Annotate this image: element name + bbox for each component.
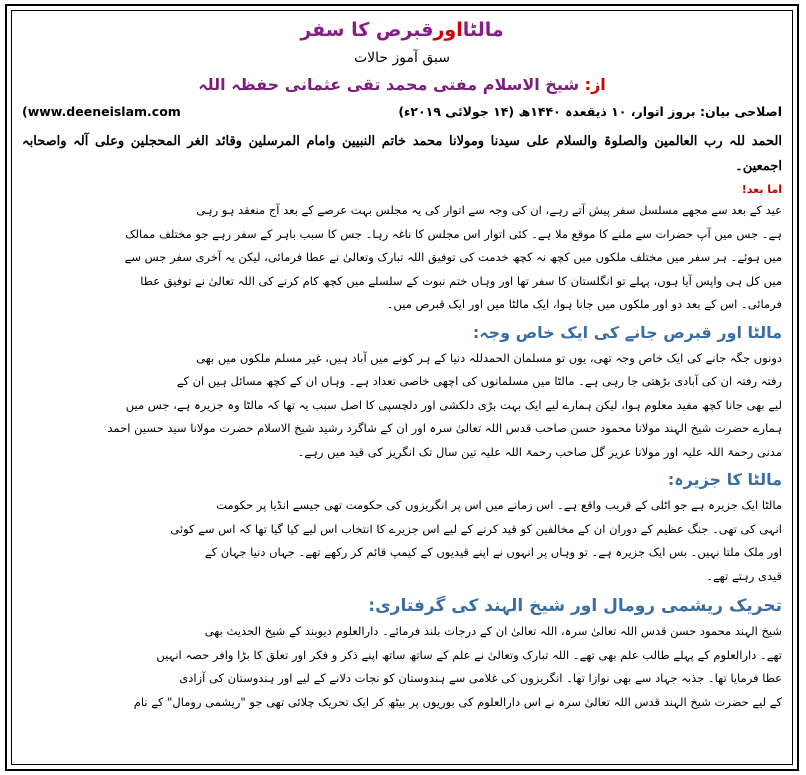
section-line: عطا فرمایا تھا۔ جذبہ جہاد سے بھی نوازا تھا۔ انگریزوں کی غلامی سے ہندوستان کو نجات دلانے کے لیے اور ہندوستان کی آزادی <box>179 671 782 685</box>
section-line: تھے۔ دارالعلوم کے پہلے طالب علم بھی تھے۔ اللہ تبارک وتعالیٰ نے علم کے ساتھ ساتھ اپنے ذکر و فکر اور تعلق کا بڑا وافر حصہ انہیں <box>156 647 782 662</box>
section-heading-special-reason: مالٹا اور قبرص جانے کی ایک خاص وجہ: <box>472 322 782 342</box>
title-part-cyprus: قبرص کا سفر <box>300 19 434 41</box>
section-line: ہمارے حضرت شیخ الہند مولانا محمود حسن صاحب قدس اللہ تعالیٰ سرہ اور ان کے شاگرد رشید شیخ الاسلام حضرت مولانا سید حسین احمد <box>107 421 782 435</box>
section-line: رفتہ رفتہ ان کی آبادی بڑھتی جا رہی ہے۔ مالٹا میں مسلمانوں کی اچھی خاصی تعداد ہے۔ وہاں ان کے کچھ مسائل ہیں ان کے <box>176 374 782 388</box>
section-line: انہی کی تھی۔ جنگ عظیم کے دوران ان کے مخالفین کو قید کرنے کے لیے اس جزیرے کا انتخاب اس لیے کیا گیا تھا کہ اس سے کوئی <box>170 521 782 536</box>
page-title <box>12 17 792 43</box>
page-content <box>11 10 793 765</box>
meta-line <box>22 101 782 123</box>
intro-line: ہے۔ جس میں آپ حضرات سے ملنے کا موقع ملا ہے۔ کئی اتوار اس مجلس کا ناغہ رہا۔ جس کا سبب باہر کے سفر رہے جو مختلف ممالک <box>125 226 782 241</box>
section-malta-island <box>12 494 792 588</box>
amma-baad: اما بعد! <box>741 183 782 196</box>
section-special-reason <box>12 347 792 465</box>
page-border <box>5 4 799 771</box>
section-line: شیخ الہند محمود حسن قدس اللہ تعالیٰ سرہ، اللہ تعالیٰ ان کے درجات بلند فرمائے۔ دارالعلوم دیوبند کے شیخ الحدیث بھی <box>204 624 782 638</box>
meta-info: اصلاحی بیان: بروز اتوار، ۱۰ ذیقعدہ ۱۴۴۰ھ (۱۴ جولائی ۲۰۱۹ء) <box>398 104 782 119</box>
section-line: مدنی رحمۃ اللہ علیہ اور مولانا عزیر گل صاحب رحمۃ اللہ علیہ تین سال تک انگریز کی قید میں رہے۔ <box>297 444 782 459</box>
section-heading-silk-letters: تحریک ریشمی رومال اور شیخ الہند کی گرفتاری: <box>368 596 782 616</box>
title-part-and: اور <box>433 19 463 41</box>
section-line: دونوں جگہ جانے کی ایک خاص وجہ تھی، یوں تو مسلمان الحمدللہ دنیا کے ہر کونے میں آباد ہیں، غیر مسلم ملکوں میں بھی <box>196 350 782 365</box>
title-part-malta: مالٹا <box>462 19 504 41</box>
author-name: شیخ الاسلام مفتی محمد تقی عثمانی حفظہ اللہ <box>198 75 580 94</box>
section-line: قیدی رہتے تھے۔ <box>706 568 782 583</box>
intro-line: عید کے بعد سے مجھے مسلسل سفر پیش آتے رہے، ان کی وجہ سے اتوار کی یہ مجلس بہت عرصے کے بعد آج منعقد ہو رہی <box>196 203 782 217</box>
section-line: مالٹا ایک جزیرہ ہے جو اٹلی کے قریب واقع ہے۔ اس زمانے میں اس پر انگریزوں کی حکومت تھی جیسے انڈیا پر حکومت <box>216 498 782 512</box>
intro-paragraph <box>12 199 792 317</box>
subtitle: سبق آموز حالات <box>354 50 450 66</box>
intro-line: فرمائی۔ اس کے بعد دو اور ملکوں میں جانا ہوا، ایک مالٹا میں اور ایک قبرص میں۔ <box>386 297 782 311</box>
website-url: (www.deeneislam.com <box>22 104 181 119</box>
intro-line: میں ہوئے۔ ہر سفر میں مختلف ملکوں میں کچھ نہ کچھ خدمت کی توفیق اللہ تبارک وتعالیٰ نے عطا فرمائی، لیکن یہ آخری سفر جس سے <box>124 250 782 264</box>
author-line <box>12 73 792 97</box>
section-line: کے لیے حضرت شیخ الہند قدس اللہ تعالیٰ سرہ نے اس دارالعلوم کی بوریوں پر بیٹھ کر ایک تحریک چلائی تھی جو "ریشمی رومال" کے نام <box>133 694 782 709</box>
section-line: لیے بھی جانا کچھ مفید معلوم ہوا، لیکن ہمارے لیے ایک بہت بڑی دلکشی اور دلچسپی کا اصل سبب یہ تھا کہ مالٹا وہ جزیرہ ہے، جس میں <box>125 397 782 412</box>
arabic-opening: الحمد للہ رب العالمین والصلوۃ والسلام علی سیدنا ومولانا محمد خاتم النبیین وامام المرسلین وقائد الغر المحجلین وعلی آلہ واصحابہ اجمعین۔ <box>22 134 782 174</box>
section-line: اور ملک ملتا نہیں۔ بس ایک جزیرہ ہے۔ تو وہاں پر انہوں نے اپنے قیدیوں کے کیمپ قائم کر رکھے تھے۔ جہاں دنیا جہان کے <box>204 545 782 559</box>
intro-line: میں کل ہی واپس آیا ہوں، پہلے تو انگلستان کا سفر تھا اور وہاں ختم نبوت کے سلسلے میں کچھ کام کرنے کی اللہ تعالیٰ نے توفیق عطا <box>140 273 782 288</box>
section-heading-malta-island: مالٹا کا جزیرہ: <box>667 470 782 489</box>
section-silk-letters <box>12 620 792 714</box>
author-by: از: <box>584 75 606 94</box>
